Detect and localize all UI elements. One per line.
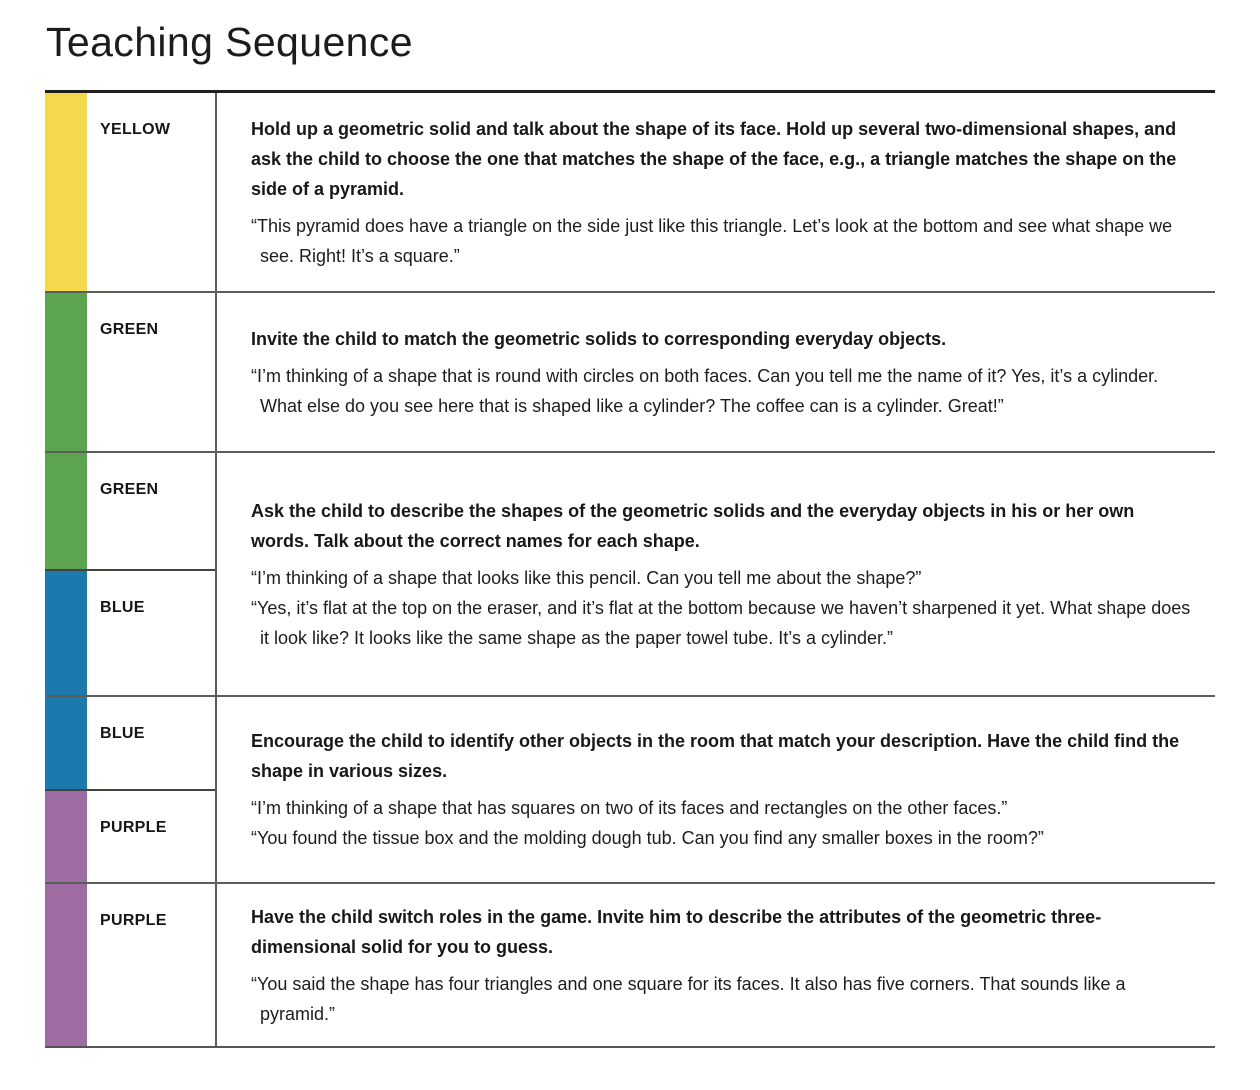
table-row	[45, 882, 1215, 1046]
color-bar-blue	[45, 697, 87, 789]
quotes-block	[251, 793, 1193, 853]
quote-text: “This pyramid does have a triangle on the side just like this triangle. Let’s look at the bottom and see what shape we see. Right! It’s a square.”	[251, 215, 1173, 266]
label-segment	[45, 569, 215, 695]
quote-text: “Yes, it’s flat at the top on the eraser, and it’s flat at the bottom because we haven’t sharpened it yet. What shape does it look like? It looks like the same shape as the paper towel tube. It’s a cylinder.”	[251, 597, 1191, 648]
color-bar-green	[45, 453, 87, 569]
instruction-text: Hold up a geometric solid and talk about the shape of its face. Hold up several two-dimensional shapes, and ask the child to choose the one that matches the shape of the face, e.g., a triangle matches the shape on the side of a pyramid.	[251, 118, 1177, 199]
quotes-block	[251, 969, 1193, 1029]
row-label-area	[45, 93, 215, 291]
row-label-area	[45, 453, 215, 695]
quotes-block	[251, 361, 1193, 421]
instruction-text: Invite the child to match the geometric solids to corresponding everyday objects.	[251, 328, 947, 349]
color-bar-yellow	[45, 93, 87, 291]
quote-text: “You said the shape has four triangles and one square for its faces. It also has five corners. That sounds like a pyramid.”	[251, 973, 1126, 1024]
label-segment	[45, 293, 215, 451]
quote-text: “I’m thinking of a shape that is round with circles on both faces. Can you tell me the name of it? Yes, it’s a cylinder. What else do you see here that is shaped like a cylinder? The coffee can is a cylinder. Great!”	[251, 365, 1159, 416]
level-label: GREEN	[100, 481, 159, 499]
level-label: BLUE	[100, 599, 145, 617]
level-label: PURPLE	[100, 912, 167, 930]
level-label: YELLOW	[100, 121, 171, 139]
row-content	[215, 453, 1215, 695]
instruction-text: Ask the child to describe the shapes of the geometric solids and the everyday objects in his or her own words. Talk about the correct names for each shape.	[251, 500, 1135, 551]
label-segment	[45, 697, 215, 789]
level-label: BLUE	[100, 725, 145, 743]
color-bar-green	[45, 293, 87, 451]
table-row	[45, 93, 1215, 291]
color-bar-purple	[45, 884, 87, 1046]
label-segment	[45, 453, 215, 569]
row-content	[215, 93, 1215, 291]
page-title: Teaching Sequence	[46, 19, 413, 65]
quote-text: “I’m thinking of a shape that has squares on two of its faces and rectangles on the other faces.”	[251, 798, 1008, 819]
instruction-text: Have the child switch roles in the game. Invite him to describe the attributes of the geometric three-dimensional solid for you to guess.	[251, 906, 1102, 957]
row-content	[215, 697, 1215, 882]
row-label-area	[45, 293, 215, 451]
label-segment	[45, 789, 215, 882]
instruction-text: Encourage the child to identify other objects in the room that match your description. Have the child find the shape in various sizes.	[251, 731, 1180, 782]
quote-text: “You found the tissue box and the molding dough tub. Can you find any smaller boxes in the room?”	[251, 828, 1044, 849]
row-content	[215, 884, 1215, 1046]
level-label: GREEN	[100, 321, 159, 339]
table-row	[45, 695, 1215, 882]
quotes-block	[251, 563, 1193, 653]
color-bar-blue	[45, 571, 87, 695]
quote-text: “I’m thinking of a shape that looks like this pencil. Can you tell me about the shape?”	[251, 567, 922, 588]
teaching-sequence-table	[45, 90, 1215, 1048]
row-content	[215, 293, 1215, 451]
table-row	[45, 451, 1215, 695]
level-label: PURPLE	[100, 819, 167, 837]
color-bar-purple	[45, 791, 87, 882]
row-label-area	[45, 697, 215, 882]
table-row	[45, 291, 1215, 451]
label-segment	[45, 884, 215, 1046]
quotes-block	[251, 211, 1193, 271]
label-segment	[45, 93, 215, 291]
row-label-area	[45, 884, 215, 1046]
